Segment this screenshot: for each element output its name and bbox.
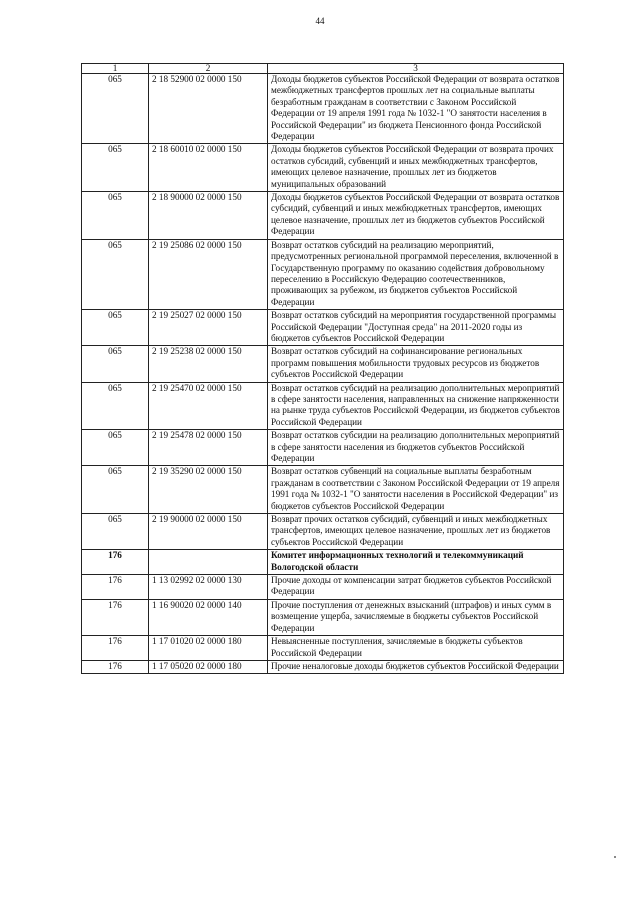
budget-code-cell: 1 17 05020 02 0000 180 (149, 660, 268, 673)
admin-code-cell: 176 (82, 660, 149, 673)
description-cell: Возврат остатков субсидии на реализацию дополнительных мероприятий в сфере занятости населения из бюджетов субъектов Российской Федерации (268, 430, 564, 466)
description-cell: Доходы бюджетов субъектов Российской Федерации от возврата остатков межбюджетных трансфертов прошлых лет на социальные выплаты безработным гражданам в соответствии с Законом Российской Федерации от 19 апреля 1991 года № 1032-1 "О занятости населения в Российской Федерации" из бюджета Пенсионного фонда Российской Федерации (268, 74, 564, 144)
table-row (82, 466, 564, 514)
description-cell: Прочие поступления от денежных взысканий (штрафов) и иных сумм в возмещение ущерба, зачисляемые в бюджеты субъектов Российской Федерации (268, 599, 564, 635)
description-cell: Прочие доходы от компенсации затрат бюджетов субъектов Российской Федерации (268, 575, 564, 600)
admin-code-cell: 065 (82, 346, 149, 382)
description-cell: Прочие неналоговые доходы бюджетов субъектов Российской Федерации (268, 660, 564, 673)
column-header-2: 2 (149, 64, 268, 74)
admin-code-cell: 065 (82, 514, 149, 550)
description-cell: Возврат остатков субсидий на софинансирование региональных программ повышения мобильности трудовых ресурсов из бюджетов субъектов Российской Федерации (268, 346, 564, 382)
table-row (82, 310, 564, 346)
table-row (82, 575, 564, 600)
budget-code-cell: 1 16 90020 02 0000 140 (149, 599, 268, 635)
table-row (82, 192, 564, 240)
table-row (82, 636, 564, 661)
description-cell: Доходы бюджетов субъектов Российской Федерации от возврата прочих остатков субсидий, субвенций и иных межбюджетных трансфертов, имеющих целевое назначение, прошлых лет из бюджетов муниципальных образований (268, 144, 564, 192)
table-row (82, 430, 564, 466)
admin-code-cell: 065 (82, 466, 149, 514)
budget-code-cell: 2 19 25027 02 0000 150 (149, 310, 268, 346)
admin-code-cell: 065 (82, 430, 149, 466)
page-number: 44 (315, 16, 325, 26)
budget-code-cell: 2 19 25238 02 0000 150 (149, 346, 268, 382)
table-row (82, 382, 564, 430)
revenue-codes-table (81, 63, 564, 674)
admin-code-cell: 065 (82, 144, 149, 192)
admin-code-cell: 176 (82, 550, 149, 575)
table-row (82, 74, 564, 144)
description-cell: Возврат остатков субсидий на мероприятия государственной программы Российской Федерации "Доступная среда" на 2011-2020 годы из бюджетов субъектов Российской Федерации (268, 310, 564, 346)
admin-code-cell: 065 (82, 310, 149, 346)
admin-code-cell: 065 (82, 74, 149, 144)
table-row (82, 660, 564, 673)
table-row (82, 239, 564, 309)
scan-speck (614, 856, 616, 858)
column-header-3: 3 (268, 64, 564, 74)
table-row (82, 514, 564, 550)
admin-code-cell: 065 (82, 239, 149, 309)
admin-code-cell: 065 (82, 192, 149, 240)
description-cell: Невыясненные поступления, зачисляемые в бюджеты субъектов Российской Федерации (268, 636, 564, 661)
table-row (82, 550, 564, 575)
table-row (82, 346, 564, 382)
budget-code-cell: 2 19 35290 02 0000 150 (149, 466, 268, 514)
column-header-1: 1 (82, 64, 149, 74)
budget-code-cell: 2 18 52900 02 0000 150 (149, 74, 268, 144)
description-cell: Возврат остатков субсидий на реализацию дополнительных мероприятий в сфере занятости населения, направленных на снижение напряженности на рынке труда субъектов Российской Федерации, из бюджетов субъектов Российской Федерации (268, 382, 564, 430)
budget-code-cell: 2 19 25086 02 0000 150 (149, 239, 268, 309)
table-row (82, 144, 564, 192)
description-cell: Возврат прочих остатков субсидий, субвенций и иных межбюджетных трансфертов, имеющих целевое назначение, прошлых лет из бюджетов субъектов Российской Федерации (268, 514, 564, 550)
admin-code-cell: 176 (82, 575, 149, 600)
description-cell: Возврат остатков субвенций на социальные выплаты безработным гражданам в соответствии с Законом Российской Федерации от 19 апреля 1991 года № 1032-1 "О занятости населения в Российской Федерации" из бюджетов субъектов Российской Федерации (268, 466, 564, 514)
budget-code-cell: 2 18 90000 02 0000 150 (149, 192, 268, 240)
table-row (82, 599, 564, 635)
description-cell: Комитет информационных технологий и телекоммуникаций Вологодской области (268, 550, 564, 575)
admin-code-cell: 176 (82, 636, 149, 661)
budget-code-cell (149, 550, 268, 575)
table-header-row (82, 64, 564, 74)
description-cell: Возврат остатков субсидий на реализацию мероприятий, предусмотренных региональной программой переселения, включенной в Государственную программу по оказанию содействия добровольному переселению в Российскую Федерацию соотечественников, проживающих за рубежом, из бюджетов субъектов Российской Федерации (268, 239, 564, 309)
budget-code-cell: 2 18 60010 02 0000 150 (149, 144, 268, 192)
admin-code-cell: 065 (82, 382, 149, 430)
budget-code-cell: 1 17 01020 02 0000 180 (149, 636, 268, 661)
budget-code-cell: 2 19 25478 02 0000 150 (149, 430, 268, 466)
budget-code-cell: 2 19 25470 02 0000 150 (149, 382, 268, 430)
budget-code-cell: 2 19 90000 02 0000 150 (149, 514, 268, 550)
description-cell: Доходы бюджетов субъектов Российской Федерации от возврата остатков субсидий, субвенций и иных межбюджетных трансфертов, имеющих целевое назначение, прошлых лет из бюджетов субъектов Российской Федерации (268, 192, 564, 240)
budget-code-cell: 1 13 02992 02 0000 130 (149, 575, 268, 600)
admin-code-cell: 176 (82, 599, 149, 635)
